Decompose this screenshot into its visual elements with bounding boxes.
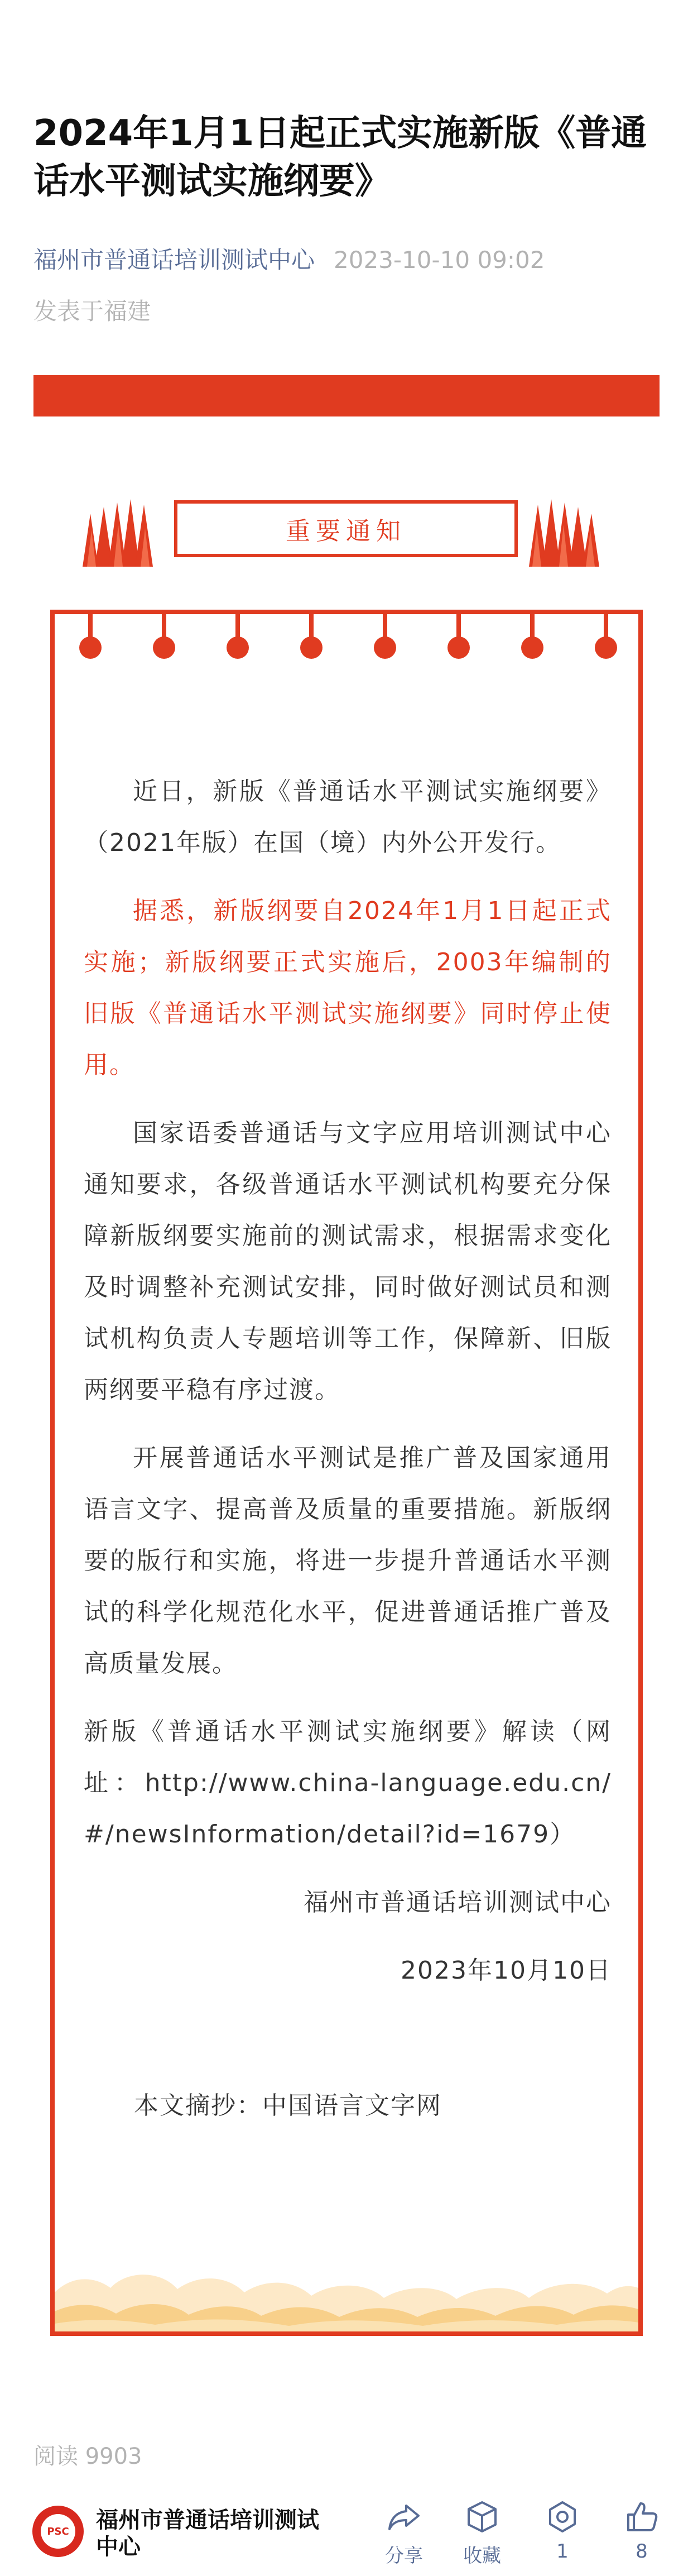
- flag-decoration-right-icon: [522, 497, 600, 567]
- pin-icon: [79, 614, 102, 664]
- pin-icon: [300, 614, 323, 664]
- pin-icon: [374, 614, 396, 664]
- thumbs-up-icon: [624, 2499, 660, 2535]
- notice-card: [50, 610, 643, 2336]
- wow-button[interactable]: [529, 2499, 596, 2563]
- flag-decoration-left-icon: [81, 497, 160, 567]
- pin-row: [55, 614, 638, 664]
- wow-count: 1: [556, 2540, 569, 2563]
- article-meta: [33, 234, 658, 337]
- paragraph-effective-date: 据悉，新版纲要自2024年1月1日起正式实施；新版纲要正式实施后，2003年编制的旧版《普通话水平测试实施纲要》同时停止使用。: [84, 897, 612, 1079]
- cloud-decoration-icon: [55, 2253, 638, 2331]
- share-label: 分享: [385, 2545, 423, 2567]
- share-icon: [386, 2499, 422, 2535]
- footer-account-name[interactable]: 福州市普通话培训测试中心: [96, 2507, 319, 2560]
- like-button[interactable]: [608, 2499, 675, 2563]
- notice-date: 2023年10月10日: [401, 1956, 612, 1985]
- paragraph-requirements: 国家语委普通话与文字应用培训测试中心通知要求，各级普通话水平测试机构要充分保障新版纲要实施前的测试需求，根据需求变化及时调整补充测试安排，同时做好测试员和测试机构负责人专题培训等工作，保障新、旧版两纲要平稳有序过渡。: [84, 1119, 612, 1404]
- pin-icon: [595, 614, 617, 664]
- publish-location: 发表于福建: [33, 298, 151, 325]
- article-title: 2024年1月1日起正式实施新版《普通话水平测试实施纲要》: [33, 113, 647, 202]
- paragraph-significance: 开展普通话水平测试是推广普及国家通用语言文字、提高普及质量的重要措施。新版纲要的版行和实施，将进一步提升普通话水平测试的科学化规范化水平，促进普通话推广普及高质量发展。: [84, 1444, 612, 1678]
- pin-icon: [521, 614, 543, 664]
- wow-icon: [545, 2499, 580, 2535]
- paragraph-release: 近日，新版《普通话水平测试实施纲要》（2021年版）在国（境）内外公开发行。: [84, 777, 612, 857]
- read-count: 阅读 9903: [33, 2444, 142, 2469]
- share-button[interactable]: [370, 2499, 437, 2568]
- pin-icon: [227, 614, 249, 664]
- bottom-action-bar: [0, 2496, 693, 2576]
- publish-time: 2023-10-10 09:02: [334, 246, 545, 274]
- paragraph-interpretation-link: 新版《普通话水平测试实施纲要》解读（网址：http://www.china-language.edu.cn/#/newsInformation/detail?id=1679）: [84, 1717, 612, 1849]
- notice-header: 重要通知: [174, 500, 518, 557]
- notice-signature: 福州市普通话培训测试中心: [304, 1888, 612, 1917]
- like-count: 8: [636, 2540, 648, 2563]
- pin-icon: [447, 614, 470, 664]
- avatar-text: PSC: [41, 2514, 75, 2549]
- favorite-button[interactable]: [449, 2499, 516, 2568]
- source-credit: 本文摘抄：中国语言文字网: [134, 2091, 442, 2120]
- favorite-label: 收藏: [463, 2545, 501, 2567]
- cube-icon: [464, 2499, 500, 2535]
- account-avatar[interactable]: [32, 2506, 84, 2557]
- notice-body: [84, 766, 612, 2148]
- account-link[interactable]: 福州市普通话培训测试中心: [33, 246, 315, 274]
- pin-icon: [153, 614, 175, 664]
- red-banner-divider: [33, 375, 660, 416]
